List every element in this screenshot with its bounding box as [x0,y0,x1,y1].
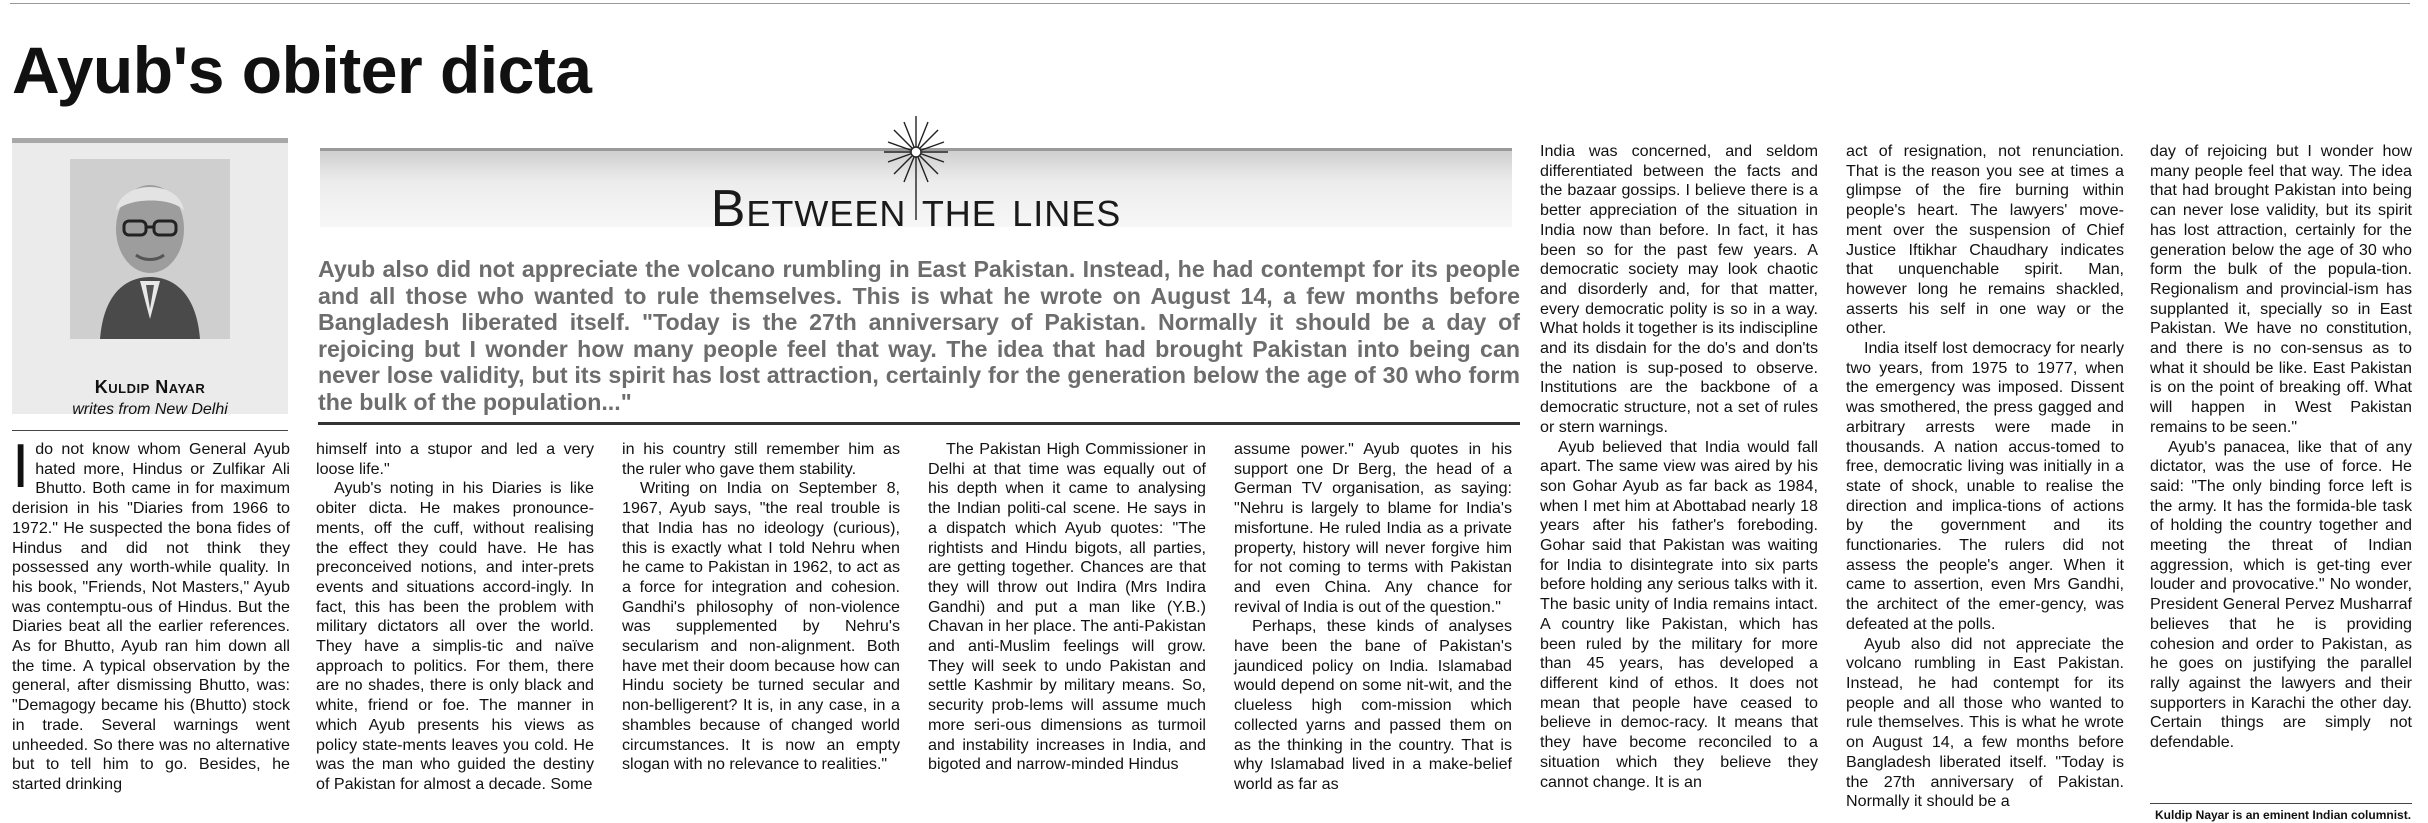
paragraph: India was concerned, and seldom differentiated between the facts and the bazaar gossips. I believe there is a better appreciation of the situation in India now than before. In fact, it has been so for the past few years. A democratic society may look chaotic and disorderly and, for that matter, every democratic polity is so in a way. What holds it together is its indiscipline and its disdain for the do's and don'ts the nation is sup-posed to observe. Institutions are the backbone of a democratic structure, not a set of rules or stern warnings. [1540,142,1818,436]
paragraph: do not know whom General Ayub hated more, Hindus or Zulfikar Ali Bhutto. Both came in for maximum derision in his "Diaries from 1966 to 1972." He suspected the bona fides of Hindus and did not think they possessed any worth-while quality. In his book, "Friends, Not Masters," Ayub was contemptu-ous of Hindus. But the Diaries beat all the earlier references. As for Bhutto, Ayub ran him down all the time. A typical observation by the general, after dismissing Bhutto, was: "Demagogy became his (Bhutto) stock in trade. Several warnings went unheeded. So there was no alternative but to tell him to go. Besides, he started drinking [12,440,290,793]
byline-divider [12,430,288,431]
paragraph: The Pakistan High Commissioner in Delhi at that time was equally out of his depth when it came to analysing the Indian politi-cal scene. He says in a dispatch which Ayub quotes: "The rightists and Hindu bigots, all parties, are getting together. Chances are that they will throw out Indira (Mrs Indira Gandhi) and put a man like (Y.B.) Chavan in her place. The anti-Pakistan and anti-Muslim feelings will grow. They will seek to undo Pakistan and settle Kashmir by military means. So, security prob-lems will assume much more seri-ous dimensions as turmoil and instability increases in India, and bigoted and narrow-minded Hindus [928,440,1206,774]
paragraph: Ayub's panacea, like that of any dictator, was the use of force. He said: "The only binding force left is the army. It has the formida-ble task of holding the country together and meeting the threat of Indian aggression, which is get-ting ever louder and provocative." No wonder, President General Pervez Musharraf believes that he is providing cohesion and order to Pakistan, as he goes on justifying the parallel rally against the lawyers and their supporters in Karachi the other day. Certain things are simply not defendable. [2150,437,2412,752]
article-column-4 [928,440,1206,775]
byline-box [12,138,288,418]
article-column-3 [622,440,900,775]
article-column-1 [12,432,290,795]
author-portrait [70,159,230,339]
author-note: Kuldip Nayar is an eminent Indian columnist. [2155,808,2412,822]
drop-cap: I [12,432,30,501]
paragraph: Writing on India on September 8, 1967, Ayub says, "the real trouble is that India has no ideology (curious), this is exactly what I told Nehru when he came to Pakistan in 1962, to act as a force for integration and cohesion. Gandhi's philosophy of non-violence was supplemented by Nehru's secularism and non-alignment. Both have met their doom because how can Hindu society be turned secular and non-belligerent? It is, in any case, in a shambles because of changed world circumstances. It is now an empty slogan with no relevance to realities." [622,479,900,774]
paragraph: in his country still remember him as the ruler who gave them stability. [622,440,900,478]
footnote-rule [2150,803,2412,804]
paragraph: act of resignation, not renunciation. That is the reason you see at times a glimpse of the fire burning within people's heart. The lawyers' move-ment over the suspension of Chief Justice Iftikhar Chaudhary indicates that unquenchable spirit. Man, however long he remains shackled, asserts his self in one way or the other. [1846,142,2124,338]
author-name: Kuldip Nayar [94,377,206,397]
article-column-8 [2150,142,2412,753]
paragraph: himself into a stupor and led a very loose life." [316,440,594,478]
paragraph: Ayub believed that India would fall apart. The same view was aired by his son Gohar Ayub as far back as 1984, when I met him at Abottabad nearly 18 years after his father's foreboding. Gohar said that Pakistan was waiting for India to disintegrate into six parts before holding any serious talks with it. The basic unity of India remains intact. A country like Pakistan, which has been ruled by the military for more than 45 years, has developed a different kind of ethos. It does not mean that people have ceased to believe in democ-racy. It means that they have become reconciled to a situation which they believe they cannot change. It is an [1540,437,1818,791]
article-column-7 [1846,142,2124,812]
article-column-5 [1234,440,1512,795]
paragraph: day of rejoicing but I wonder how many people feel that way. The idea that had brought Pakistan into being can never lose validity, but its spirit has lost attraction, certainly for the generation below the age of 30 who form the bulk of the popula-tion. Regionalism and provincial-ism has supplanted it, specially so in East Pakistan. We have no constitution, and there is no con-sensus as to what it should be like. East Pakistan is on the point of breaking off. What will happen in West Pakistan remains to be seen." [2150,142,2412,436]
pull-quote: Ayub also did not appreciate the volcano rumbling in East Pakistan. Instead, he had contempt for its people and all those who wanted to rule themselves. This is what he wrote on August 14, a few months before Bangladesh liberated itself. "Today is the 27th anniversary of Pakistan. Normally it should be a day of rejoicing but I wonder how many people feel that way. The idea that had brought Pakistan into being can never lose validity, but its spirit has lost attraction, certainly for the generation below the age of 30 who form the bulk of the population..." [318,256,1520,415]
paragraph: Perhaps, these kinds of analyses have been the bane of Pakistan's jaundiced policy on India. Islamabad would depend on some nit-wit, and the clueless high com-mission which collected yarns and passed them on as the thinking in the country. That is why Islamabad lived in a make-belief world as far as [1234,617,1512,793]
paragraph: India itself lost democracy for nearly two years, from 1975 to 1977, when the emergency was imposed. Dissent was smothered, the press gagged and arbitrary arrests were made in thousands. A nation accus-tomed to free, democratic living was initially in a state of shock, unable to realise the direction and implica-tions of actions by the government and its functionaries. The rulers did not assess the people's anger. When it came to assertion, even Mrs Gandhi, the architect of the emer-gency, was defeated at the polls. [1846,339,2124,633]
paragraph: Ayub's noting in his Diaries is like obiter dicta. He makes pronounce-ments, off the cuff, without realising the effect they could have. He has preconceived notions, and inter-prets events and situations accord-ingly. In fact, this has been the problem with military dictators all over the world. They have a simplis-tic and naïve approach to politics. For them, there are no shades, there is only black and white, friend or foe. The manner in which Ayub presents his views as policy state-ments leaves you cold. He was the man who guided the destiny of Pakistan for almost a decade. Some [316,479,594,793]
article-column-2 [316,440,594,795]
article-column-6 [1540,142,1818,792]
paragraph: assume power." Ayub quotes in his support one Dr Berg, the head of a German TV organisation, as saying: "Nehru is largely to blame for India's misfortune. He ruled India as a private property, history will never forgive him for not coming to terms with Pakistan and even China. Any chance for revival of India is out of the question." [1234,440,1512,616]
headline: Ayub's obiter dicta [12,33,592,107]
author-location: writes from New Delhi [72,401,228,418]
pull-quote-rule [318,422,1520,425]
paragraph: Ayub also did not appreciate the volcano rumbling in East Pakistan. Instead, he had contempt for its people and all those who wanted to rule themselves. This is what he wrote on August 14, a few months before Bangladesh liberated itself. "Today is the 27th anniversary of Pakistan. Normally it should be a [1846,634,2124,811]
top-rule [10,3,2410,4]
column-banner-title: Between the lines [710,180,1122,238]
starburst-icon [880,112,952,224]
